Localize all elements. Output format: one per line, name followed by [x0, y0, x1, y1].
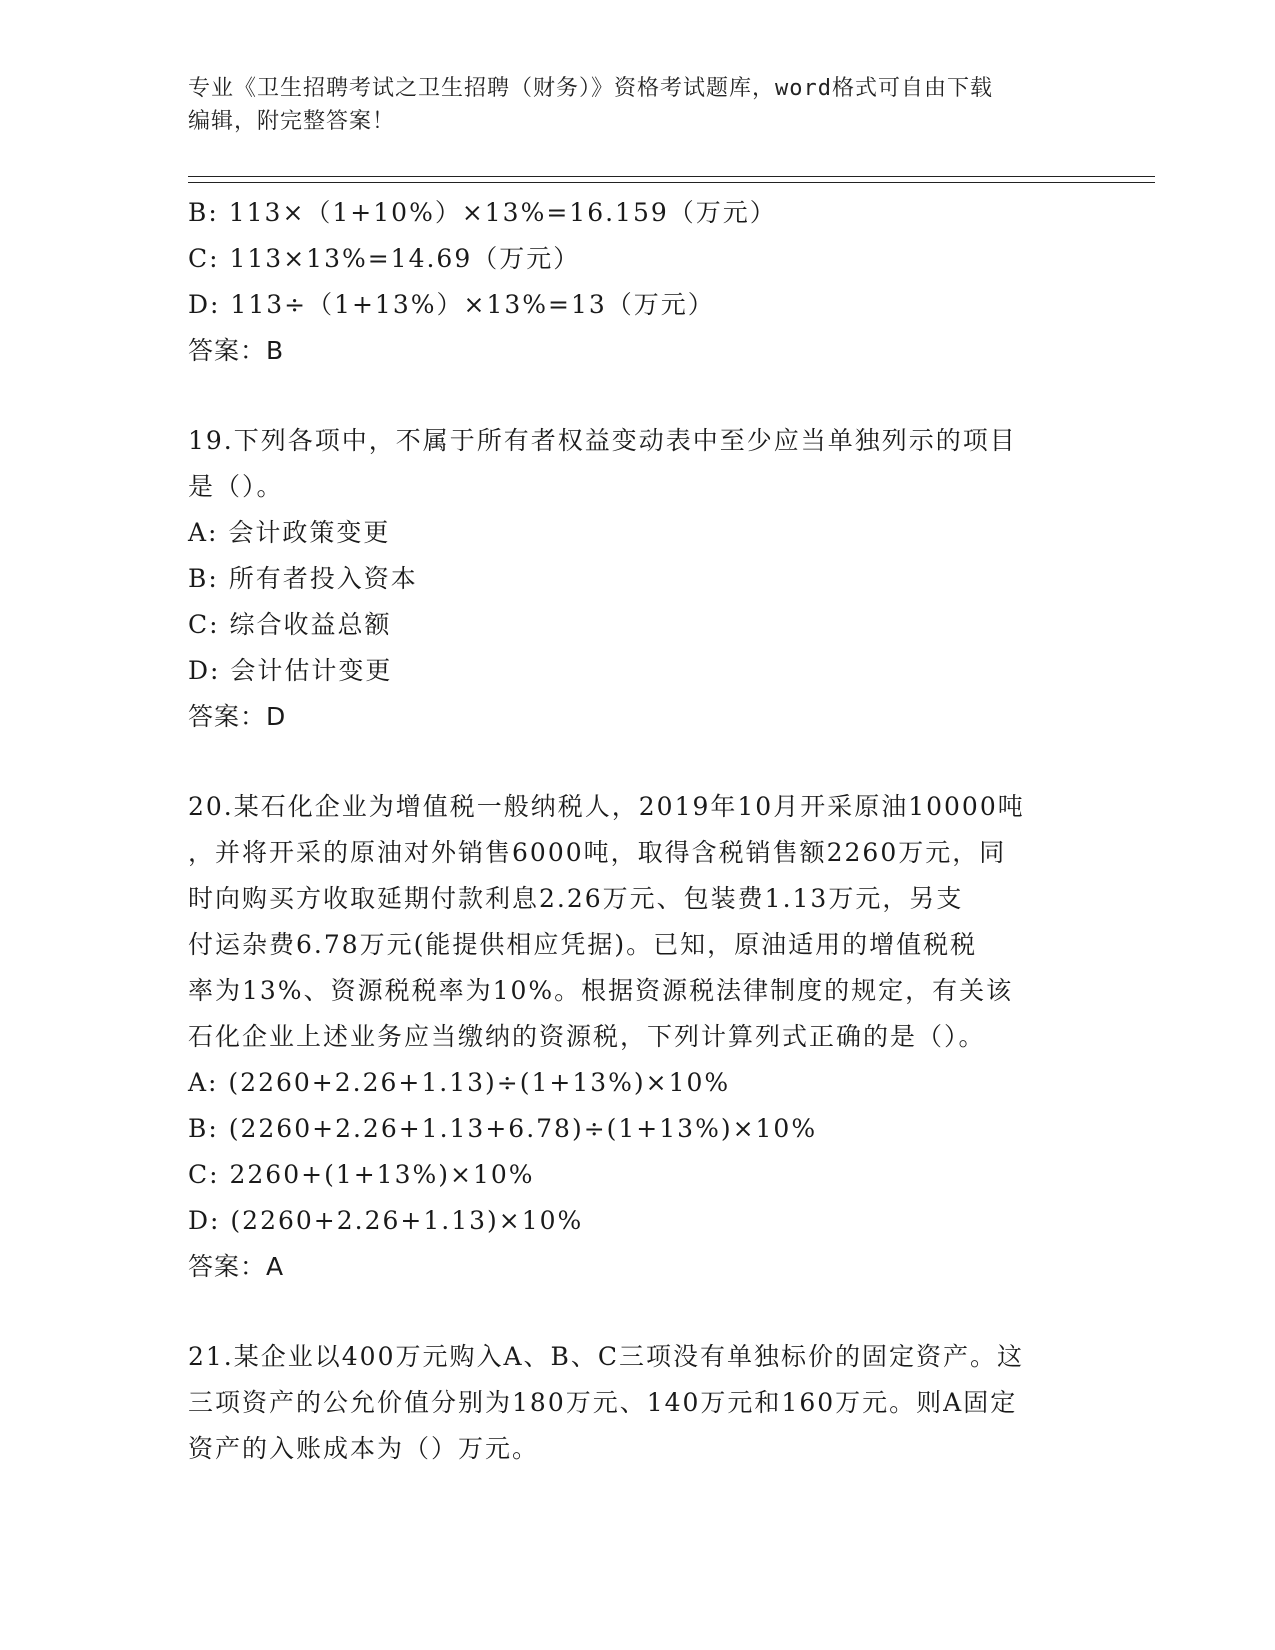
- spacer: [188, 740, 1088, 784]
- question-18-remainder: [188, 190, 1088, 374]
- question-stem: 19.下列各项中，不属于所有者权益变动表中至少应当单独列示的项目: [188, 426, 1017, 455]
- question-stem: 21.某企业以400万元购入A、B、C三项没有单独标价的固定资产。这: [188, 1342, 1025, 1371]
- spacer: [188, 374, 1088, 418]
- header-line-1: 专业《卫生招聘考试之卫生招聘（财务）》资格考试题库，word格式可自由下载: [188, 76, 993, 101]
- answer: 答案：A: [188, 1252, 285, 1281]
- answer: 答案：D: [188, 702, 287, 731]
- question-stem: ，并将开采的原油对外销售6000吨，取得含税销售额2260万元，同: [188, 838, 1007, 867]
- question-stem: 时向购买方收取延期付款利息2.26万元、包装费1.13万元，另支: [188, 884, 964, 913]
- question-19: [188, 418, 1088, 740]
- option-c: C: 2260+(1+13%)×10%: [188, 1160, 535, 1189]
- header-divider-bottom: [188, 182, 1155, 183]
- question-stem: 率为13%、资源税税率为10%。根据资源税法律制度的规定，有关该: [188, 976, 1014, 1005]
- option-c: C: 113×13%=14.69（万元）: [188, 244, 581, 273]
- answer: 答案：B: [188, 336, 285, 365]
- question-stem: 资产的入账成本为（）万元。: [188, 1434, 540, 1463]
- question-stem: 20.某石化企业为增值税一般纳税人，2019年10月开采原油10000吨: [188, 792, 1025, 821]
- question-stem: 石化企业上述业务应当缴纳的资源税，下列计算列式正确的是（）。: [188, 1022, 986, 1051]
- header-line-2: 编辑，附完整答案！: [188, 109, 396, 134]
- option-d: D: (2260+2.26+1.13)×10%: [188, 1206, 584, 1235]
- option-d: D: 会计估计变更: [188, 656, 393, 685]
- question-20: [188, 784, 1088, 1290]
- option-b: B: 113×（1+10%）×13%=16.159（万元）: [188, 198, 777, 227]
- option-a: A: 会计政策变更: [188, 518, 391, 547]
- header-divider-top: [188, 176, 1155, 177]
- document-header: [188, 72, 1088, 138]
- question-content: [188, 190, 1088, 1472]
- question-stem: 是（）。: [188, 472, 284, 501]
- option-b: B: 所有者投入资本: [188, 564, 418, 593]
- option-d: D: 113÷（1+13%）×13%=13（万元）: [188, 290, 715, 319]
- question-stem: 三项资产的公允价值分别为180万元、140万元和160万元。则A固定: [188, 1388, 1018, 1417]
- spacer: [188, 1290, 1088, 1334]
- option-a: A: (2260+2.26+1.13)÷(1+13%)×10%: [188, 1068, 731, 1097]
- option-b: B: (2260+2.26+1.13+6.78)÷(1+13%)×10%: [188, 1114, 818, 1143]
- question-21: [188, 1334, 1088, 1472]
- question-stem: 付运杂费6.78万元(能提供相应凭据)。已知，原油适用的增值税税: [188, 930, 978, 959]
- option-c: C: 综合收益总额: [188, 610, 392, 639]
